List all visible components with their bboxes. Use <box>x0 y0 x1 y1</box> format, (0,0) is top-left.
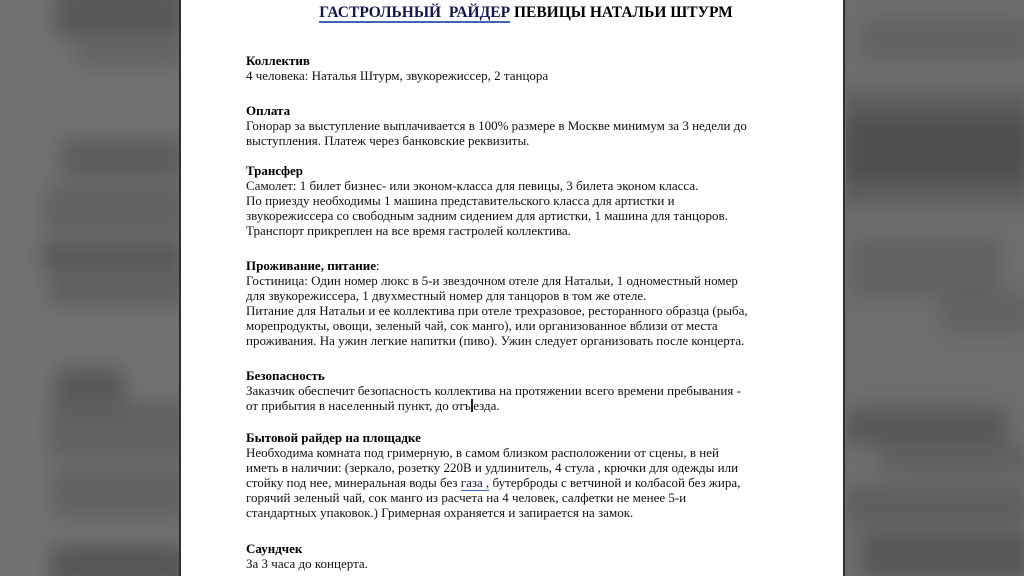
blurred-text-blob <box>861 532 1024 576</box>
blurred-text-blob <box>846 486 1024 526</box>
blurred-text-blob <box>45 185 180 235</box>
text-line-with-link: стойку под нее, минеральная воды без газа , бутерброды с ветчиной и колбасой без жира, <box>246 475 741 490</box>
text-line: 4 человека: Наталья Штурм, звукорежиссер, 2 танцора <box>246 68 549 83</box>
title-rest: ПЕВИЦЫ НАТАЛЬИ ШТУРМ <box>510 4 733 21</box>
heading-colon: : <box>375 258 380 273</box>
backdrop-left-blurred <box>0 0 180 576</box>
text-line: За 3 часа до концерта. <box>246 556 368 571</box>
blurred-text-blob <box>881 444 1024 474</box>
text-line: Транспорт прикреплен на все время гастролей коллектива. <box>246 223 571 238</box>
blurred-text-blob <box>40 242 180 270</box>
blurred-text-blob <box>50 545 180 576</box>
blurred-text-blob <box>846 408 1006 444</box>
blurred-text-blob <box>48 400 180 458</box>
document-page[interactable] <box>179 0 845 576</box>
text-line: Гонорар за выступление выплачивается в 100% размере в Москве минимум за 3 недели до <box>246 118 747 133</box>
section-heading-prozhivanie: Проживание, питание: <box>246 258 380 273</box>
text-line: для звукорежиссера, 1 двухместный номер для танцоров в том же отеле. <box>246 288 647 303</box>
section-saundchek <box>246 541 841 571</box>
blurred-text-blob <box>861 18 1024 60</box>
section-transfer <box>246 163 841 238</box>
section-heading-oplata: Оплата <box>246 103 291 118</box>
gaza-hyperlink[interactable]: газа , <box>460 475 490 490</box>
text-line: По приезду необходимы 1 машина представительского класса для артистки и <box>246 193 675 208</box>
blurred-text-blob <box>60 138 180 178</box>
text-line: Питание для Натальи и ее коллектива при отеле трехразовое, ресторанного образца (рыба, <box>246 303 748 318</box>
text-line: Самолет: 1 билет бизнес- или эконом-класса для певицы, 3 билета эконом класса. <box>246 178 699 193</box>
blurred-text-blob <box>55 368 125 402</box>
blurred-text-blob <box>851 238 1001 296</box>
section-heading-transfer: Трансфер <box>246 163 303 178</box>
section-prozhivanie <box>246 258 841 348</box>
document-title <box>246 4 806 22</box>
section-bezopasnost <box>246 368 841 413</box>
title-hyperlink[interactable]: ГАСТРОЛЬНЫЙ РАЙДЕР <box>319 4 511 21</box>
blurred-text-blob <box>55 0 180 38</box>
backdrop-right-blurred <box>846 0 1024 576</box>
section-heading-saundchek: Саундчек <box>246 541 303 556</box>
blurred-text-blob <box>75 42 180 68</box>
section-bytovoy <box>246 430 841 520</box>
text-line: выступления. Платеж через банковские реквизиты. <box>246 133 530 148</box>
text-line: морепродукты, овощи, зеленый чай, сок манго), или организованное вблизи от места <box>246 318 718 333</box>
section-kollektiv <box>246 53 841 83</box>
section-heading-bezopasnost: Безопасность <box>246 368 325 383</box>
text-line: стандартных упаковок.) Гримерная охраняется и запирается на замок. <box>246 505 634 520</box>
section-heading-kollektiv: Коллектив <box>246 53 310 68</box>
section-oplata <box>246 103 841 148</box>
blurred-text-blob <box>48 272 180 306</box>
section-heading-bytovoy: Бытовой райдер на площадке <box>246 430 421 445</box>
blurred-text-blob <box>846 118 1024 180</box>
text-line: горячий зеленый чай, сок манго из расчета на 4 человек, салфетки не менее 5-и <box>246 490 687 505</box>
text-line: Заказчик обеспечит безопасность коллектива на протяжении всего времени пребывания - <box>246 383 741 398</box>
blurred-text-blob <box>52 468 180 518</box>
text-line-with-caret: от прибытия в населенный пункт, до отъ езда. <box>246 398 500 413</box>
text-line: Гостиница: Один номер люкс в 5-и звездочном отеле для Натальи, 1 одноместный номер <box>246 273 738 288</box>
text-line: проживания. На ужин легкие напитки (пиво). Ужин следует организовать после концерта. <box>246 333 745 348</box>
text-line: звукорежиссера со свободным задним сидением для артистки, 1 машина для танцоров. <box>246 208 728 223</box>
blurred-text-blob <box>941 295 1024 331</box>
text-line: иметь в наличии: (зеркало, розетку 220В и удлинитель, 4 стула , крючки для одежды или <box>246 460 739 475</box>
text-line: Необходима комната под гримерную, в самом близком расположении от сцены, в ней <box>246 445 719 460</box>
